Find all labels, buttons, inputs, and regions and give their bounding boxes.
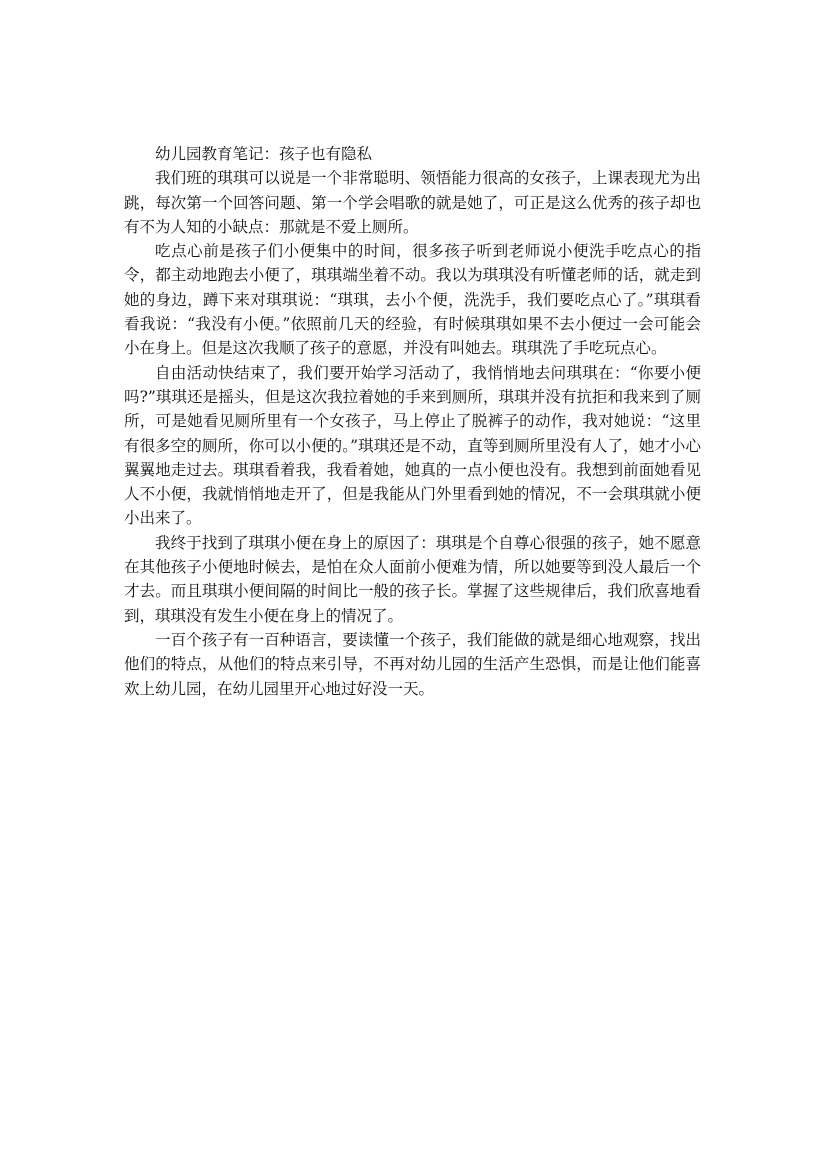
paragraph-4: 我终于找到了琪琪小便在身上的原因了：琪琪是个自尊心很强的孩子，她不愿意在其他孩子小便地时候去，是怕在众人面前小便难为情，所以她要等到没人最后一个才去。而且琪琪小便间隔的时间比一般的孩子长。掌握了这些规律后，我们欣喜地看到，琪琪没有发生小便在身上的情况了。 bbox=[124, 533, 701, 625]
paragraph-1: 我们班的琪琪可以说是一个非常聪明、领悟能力很高的女孩子，上课表现尤为出跳，每次第一个回答问题、第一个学会唱歌的就是她了，可正是这么优秀的孩子却也有不为人知的小缺点：那就是不爱上厕所。 bbox=[124, 169, 701, 236]
paragraph-5: 一百个孩子有一百种语言，要读懂一个孩子，我们能做的就是细心地观察，找出他们的特点，从他们的特点来引导，不再对幼儿园的生活产生恐惧，而是让他们能喜欢上幼儿园，在幼儿园里开心地过好没一天。 bbox=[124, 630, 701, 698]
document-body bbox=[124, 142, 701, 701]
paragraph-2: 吃点心前是孩子们小便集中的时间，很多孩子听到老师说小便洗手吃点心的指令，都主动地跑去小便了，琪琪端坐着不动。我以为琪琪没有听懂老师的话，就走到她的身边，蹲下来对琪琪说：“琪琪，去小个便，洗洗手，我们要吃点心了。”琪琪看看我说：“我没有小便。”依照前几天的经验，有时候琪琪如果不去小便过一会可能会小在身上。但是这次我顺了孩子的意愿，并没有叫她去。琪琪洗了手吃玩点心。 bbox=[124, 242, 701, 358]
document-title: 幼儿园教育笔记：孩子也有隐私 bbox=[155, 145, 373, 163]
paragraph-3: 自由活动快结束了，我们要开始学习活动了，我悄悄地去问琪琪在：“你要小便吗?”琪琪还是摇头，但是这次我拉着她的手来到厕所，琪琪并没有抗拒和我来到了厕所，可是她看见厕所里有一个女孩子，马上停止了脱裤子的动作，我对她说：“这里有很多空的厕所，你可以小便的。”琪琪还是不动，直等到厕所里没有人了，她才小心翼翼地走过去。琪琪看着我，我看着她，她真的一点小便也没有。我想到前面她看见人不小便，我就悄悄地走开了，但是我能从门外里看到她的情况，不一会琪琪就小便小出来了。 bbox=[124, 363, 701, 528]
